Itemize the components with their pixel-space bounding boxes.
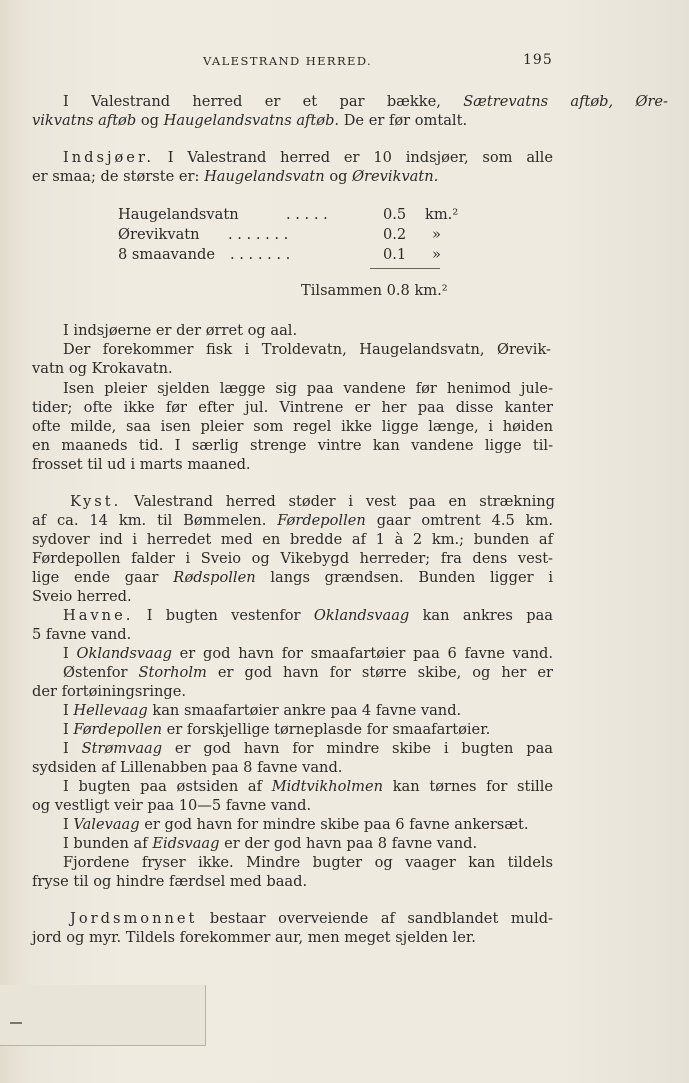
text-line [63, 341, 551, 359]
italic-segment: Eidsvaag [152, 835, 220, 852]
section-heading: Kyst. [70, 493, 122, 510]
text-line [32, 683, 186, 701]
italic-segment: Hellevaag [73, 702, 148, 719]
text-segment: jord og myr. Tildels forekommer aur, men meget sjelden ler. [32, 929, 476, 946]
text-line [32, 797, 311, 815]
italic-segment: Førdepollen [73, 721, 162, 738]
text-line [32, 456, 251, 474]
text-segment: Førdepollen falder i Sveio og Vikebygd herreder; fra dens vest- [32, 550, 553, 567]
text-line [63, 721, 490, 739]
lake-area: 0.2 [383, 226, 407, 243]
text-segment: I [63, 740, 82, 757]
text-segment: Der forekommer fisk i Troldevatn, Haugelandsvatn, Ørevik- [63, 341, 551, 358]
lake-area: 0.1 [383, 246, 407, 263]
text-line [63, 322, 297, 340]
text-line [32, 512, 553, 530]
text-segment: kan tørnes for stille [383, 778, 554, 795]
italic-segment: Ørevikvatn. [352, 168, 439, 185]
lake-name: Ørevikvatn [118, 226, 200, 243]
text-line [63, 740, 553, 758]
text-segment: I bugten paa østsiden af [63, 778, 272, 795]
text-segment: lige ende gaar [32, 569, 174, 586]
text-segment: er god havn for smaafartøier paa 6 favne vand. [171, 645, 554, 662]
text-segment: gaar omtrent 4.5 km. [365, 512, 553, 529]
text-line [32, 550, 553, 568]
text-segment: I bunden af [63, 835, 153, 852]
text-segment: I [63, 645, 77, 662]
text-line [32, 437, 553, 455]
italic-segment: Sætrevatns aftøb, Øre- [463, 93, 668, 110]
text-segment: kan smaafartøier ankre paa 4 favne vand. [147, 702, 462, 719]
text-segment: vatn og Krokavatn. [32, 360, 173, 377]
italic-segment: Haugelandsvatns aftøb. [163, 112, 340, 129]
text-segment: frosset til ud i marts maaned. [32, 456, 251, 473]
running-header: VALESTRAND HERRED. [203, 54, 373, 68]
text-line [32, 569, 553, 587]
text-segment: Isen pleier sjelden lægge sig paa vandene før henimod jule- [63, 380, 553, 397]
lake-unit: » [432, 226, 441, 243]
text-segment: 5 favne vand. [32, 626, 132, 643]
margin-stamp [0, 985, 206, 1046]
sum-rule [370, 268, 440, 269]
text-line [70, 910, 553, 928]
lake-unit: km.² [425, 206, 459, 223]
text-segment: en maaneds tid. I særlig strenge vintre kan vandene ligge til- [32, 437, 553, 454]
italic-segment: Rødspollen [173, 569, 256, 586]
text-line [32, 399, 553, 417]
text-segment: er forskjellige tørneplasde for smaafartøier. [161, 721, 491, 738]
text-line [32, 168, 438, 186]
text-segment: er der god havn paa 8 favne vand. [219, 835, 478, 852]
text-segment: Østenfor [63, 664, 139, 681]
lake-leader-dots: . . . . . . . [228, 226, 289, 243]
italic-segment: Valevaag [73, 816, 140, 833]
page-number: 195 [523, 52, 553, 68]
lake-leader-dots: . . . . . . . [230, 246, 291, 263]
text-segment: I Valestrand herred er 10 indsjøer, som alle [153, 149, 553, 166]
text-line [63, 664, 553, 682]
text-segment: og [324, 168, 353, 185]
lake-unit: » [432, 246, 441, 263]
text-segment: I [63, 702, 74, 719]
italic-segment: Strømvaag [81, 740, 163, 757]
text-segment: tider; ofte ikke før efter jul. Vintrene er her paa disse kanter [32, 399, 553, 416]
text-segment: Valestrand herred støder i vest paa en strækning [121, 493, 555, 510]
text-segment: I [63, 816, 74, 833]
margin-mark [10, 1022, 22, 1024]
lake-name: 8 smaavande [118, 246, 215, 263]
italic-segment: vikvatns aftøb [32, 112, 137, 129]
text-segment: ofte milde, saa isen pleier som regel ikke ligge længe, i høiden [32, 418, 553, 435]
section-heading: Havne. [63, 607, 134, 624]
italic-segment: Midtvikholmen [271, 778, 384, 795]
text-segment: er god havn for mindre skibe i bugten paa [162, 740, 553, 757]
text-line [32, 531, 553, 549]
text-segment: sydover ind i herredet med en bredde af 1 à 2 km.; bunden af [32, 531, 553, 548]
text-line [63, 645, 553, 663]
text-segment: I Valestrand herred er et par bække, [63, 93, 464, 110]
text-segment: langs grændsen. Bunden ligger i [255, 569, 553, 586]
text-segment: I indsjøerne er der ørret og aal. [63, 322, 298, 339]
text-segment: I [63, 721, 74, 738]
lake-name: Haugelandsvatn [118, 206, 239, 223]
text-segment: og vestligt veir paa 10—5 favne vand. [32, 797, 312, 814]
text-line [32, 588, 132, 606]
text-segment: bestaar overveiende af sandblandet muld- [197, 910, 553, 927]
italic-segment: Førdepollen [277, 512, 366, 529]
text-segment: sydsiden af Lillenabben paa 8 favne vand. [32, 759, 343, 776]
text-line [63, 380, 553, 398]
text-line [32, 112, 467, 130]
italic-segment: Oklandsvaag [76, 645, 172, 662]
text-line [70, 493, 555, 511]
text-segment: fryse til og hindre færdsel med baad. [32, 873, 308, 890]
text-segment: kan ankres paa [409, 607, 553, 624]
text-line [63, 778, 553, 796]
text-segment: er god havn for mindre skibe paa 6 favne ankersæt. [139, 816, 529, 833]
section-heading: Jordsmonnet [70, 910, 198, 927]
text-line [32, 360, 173, 378]
italic-segment: Oklandsvaag [313, 607, 410, 624]
text-segment: Fjordene fryser ikke. Mindre bugter og vaager kan tildels [63, 854, 553, 871]
text-line [63, 854, 553, 872]
text-line [32, 418, 553, 436]
text-line [32, 626, 131, 644]
text-segment: er god havn for større skibe, og her er [206, 664, 553, 681]
text-line [63, 702, 461, 720]
text-line [63, 93, 668, 111]
text-line [63, 607, 553, 625]
text-segment: Sveio herred. [32, 588, 132, 605]
text-segment: og [136, 112, 164, 129]
text-line [63, 835, 477, 853]
text-line [32, 873, 307, 891]
text-segment: I bugten vestenfor [133, 607, 314, 624]
text-line [63, 149, 553, 167]
section-heading: Indsjøer. [63, 149, 154, 166]
text-segment: der fortøiningsringe. [32, 683, 187, 700]
text-line [32, 929, 476, 947]
lake-area: 0.5 [383, 206, 407, 223]
text-line [63, 816, 529, 834]
text-line [32, 759, 342, 777]
italic-segment: Storholm [138, 664, 207, 681]
italic-segment: Haugelandsvatn [204, 168, 325, 185]
text-segment: er smaa; de største er: [32, 168, 205, 185]
text-segment: af ca. 14 km. til Bømmelen. [32, 512, 278, 529]
lakes-total: Tilsammen 0.8 km.² [301, 282, 448, 299]
text-segment: De er før omtalt. [339, 112, 468, 129]
lake-leader-dots: . . . . . [286, 206, 328, 223]
